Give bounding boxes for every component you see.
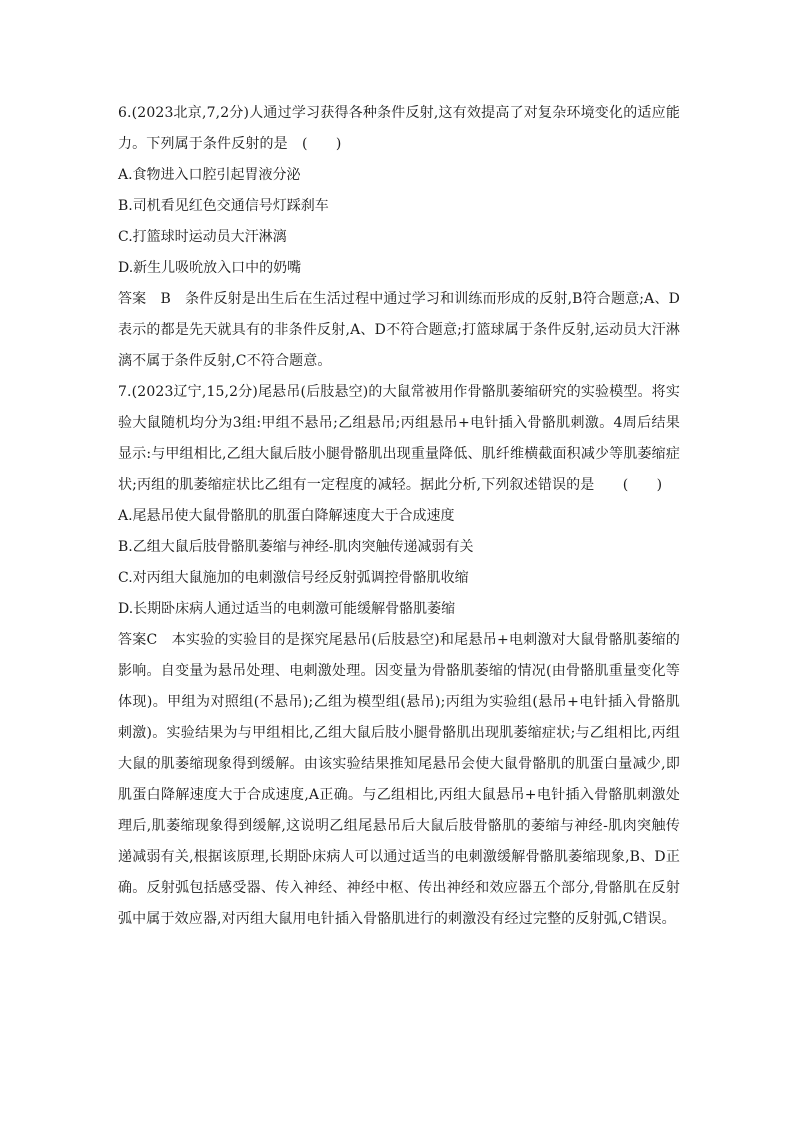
question-6-option-c: C.打篮球时运动员大汗淋漓	[118, 229, 287, 245]
question-6-option-b: B.司机看见红色交通信号灯踩刹车	[118, 198, 329, 214]
question-7-option-d: D.长期卧床病人通过适当的电刺激可能缓解骨骼肌萎缩	[118, 601, 456, 617]
question-6-answer: 答案 B 条件反射是出生后在生活过程中通过学习和训练而形成的反射,B符合题意;A、D表示的都是先天就具有的非条件反射,A、D不符合题意;打篮球属于条件反射,运动员大汗淋漓不属于条件反射,C不符合题意。	[118, 291, 680, 369]
question-7-option-c: C.对丙组大鼠施加的电刺激信号经反射弧调控骨骼肌收缩	[118, 570, 469, 586]
question-7-answer: 答案C 本实验的实验目的是探究尾悬吊(后肢悬空)和尾悬吊+电刺激对大鼠骨骼肌萎缩的影响。自变量为悬吊处理、电刺激处理。因变量为骨骼肌萎缩的情况(由骨骼肌重量变化等体现)。甲组为对照组(不悬吊);乙组为模型组(悬吊);丙组为实验组(悬吊+电针插入骨骼肌刺激)。实验结果为与甲组相比,乙组大鼠后肢小腿骨骼肌出现肌萎缩症状;与乙组相比,丙组大鼠的肌萎缩现象得到缓解。由该实验结果推知尾悬吊会使大鼠骨骼肌的肌蛋白量减少,即肌蛋白降解速度大于合成速度,A正确。与乙组相比,丙组大鼠悬吊+电针插入骨骼肌刺激处理后,肌萎缩现象得到缓解,这说明乙组尾悬吊后大鼠后肢骨骼肌的萎缩与神经-肌肉突触传递减弱有关,根据该原理,长期卧床病人可以通过适当的电刺激缓解骨骼肌萎缩现象,B、D正确。反射弧包括感受器、传入神经、神经中枢、传出神经和效应器五个部分,骨骼肌在反射弧中属于效应器,对丙组大鼠用电针插入骨骼肌进行的刺激没有经过完整的反射弧,C错误。	[118, 632, 680, 927]
question-6-option-d: D.新生儿吸吮放入口中的奶嘴	[118, 260, 302, 276]
question-7-option-a: A.尾悬吊使大鼠骨骼肌的肌蛋白降解速度大于合成速度	[118, 508, 455, 524]
question-7-stem: 7.(2023辽宁,15,2分)尾悬吊(后肢悬空)的大鼠常被用作骨骼肌萎缩研究的实验模型。将实验大鼠随机均分为3组:甲组不悬吊;乙组悬吊;丙组悬吊+电针插入骨骼肌刺激。4周后结果显示:与甲组相比,乙组大鼠后肢小腿骨骼肌出现重量降低、肌纤维横截面积减少等肌萎缩症状;丙组的肌萎缩症状比乙组有一定程度的减轻。据此分析,下列叙述错误的是 ( )	[118, 384, 680, 493]
question-6-option-a: A.食物进入口腔引起胃液分泌	[118, 167, 301, 183]
question-7-option-b: B.乙组大鼠后肢骨骼肌萎缩与神经-肌肉突触传递减弱有关	[118, 539, 474, 555]
question-6	[118, 98, 680, 377]
document-page	[118, 98, 680, 935]
question-7	[118, 377, 680, 935]
question-6-stem: 6.(2023北京,7,2分)人通过学习获得各种条件反射,这有效提高了对复杂环境变化的适应能力。下列属于条件反射的是 ( )	[118, 105, 680, 152]
